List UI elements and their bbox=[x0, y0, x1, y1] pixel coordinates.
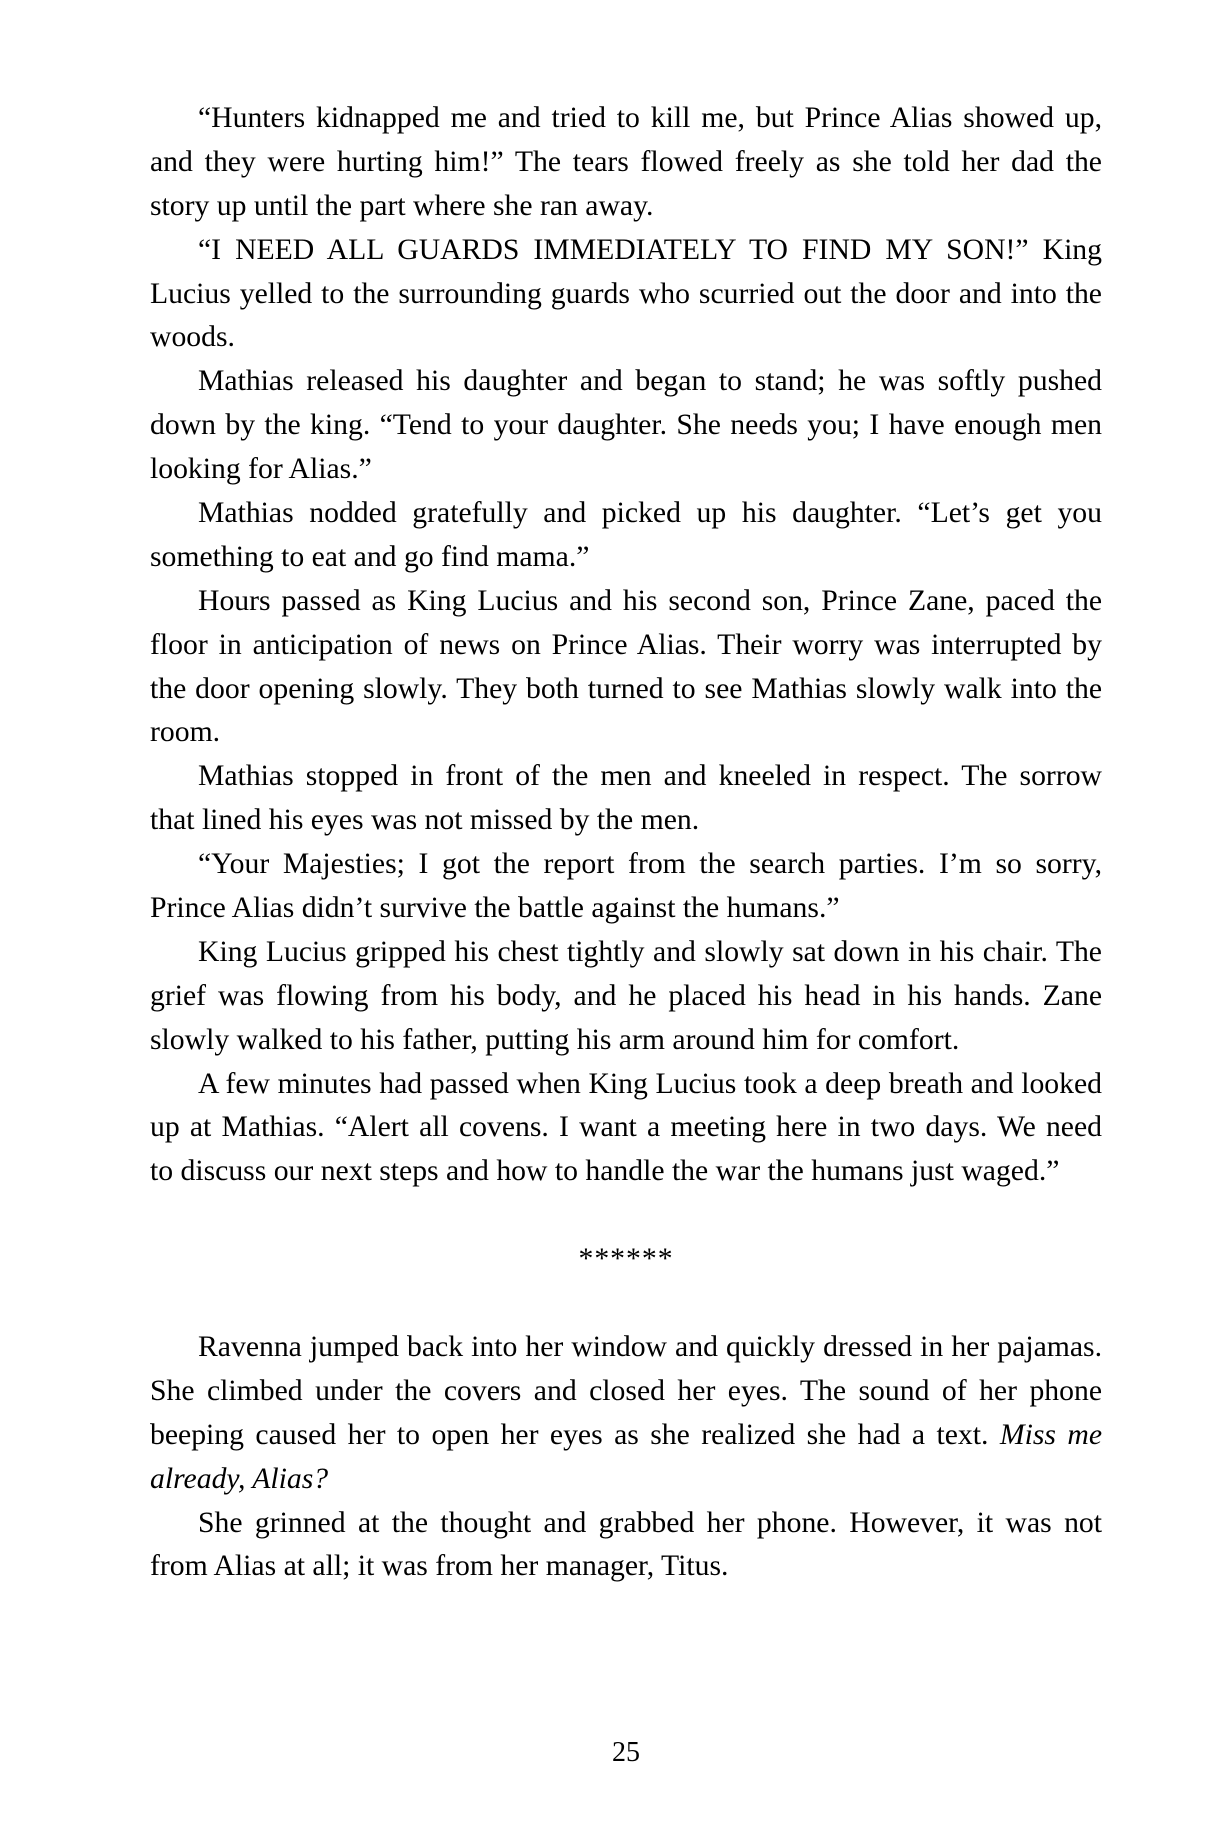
blank-line bbox=[150, 1282, 1102, 1326]
text-line: and they were hurting him!” The tears flowed freely as she told her dad the bbox=[150, 145, 1102, 178]
blank-line bbox=[150, 1194, 1102, 1238]
paragraph-your-majesties bbox=[150, 843, 1102, 931]
paragraph-hunters-kidnapped bbox=[150, 97, 1102, 229]
text-line: the door opening slowly. They both turned to see Mathias slowly walk into the bbox=[150, 672, 1102, 705]
italic-text-message: already, Alias? bbox=[150, 1462, 329, 1495]
text-line: woods. bbox=[150, 321, 235, 354]
text-line: room. bbox=[150, 716, 221, 749]
text-line: grief was flowing from his body, and he placed his head in his hands. Zane bbox=[150, 979, 1102, 1012]
text-line: King Lucius gripped his chest tightly and slowly sat down in his chair. The bbox=[198, 935, 1102, 968]
text-line: Ravenna jumped back into her window and quickly dressed in her pajamas. bbox=[198, 1330, 1102, 1363]
text-line: “Hunters kidnapped me and tried to kill me, but Prince Alias showed up, bbox=[198, 102, 1102, 134]
text-line-with-italic bbox=[150, 1414, 1102, 1458]
scene-break-separator: ****** bbox=[578, 1243, 674, 1276]
text-line: Mathias nodded gratefully and picked up his daughter. “Let’s get you bbox=[198, 497, 1102, 530]
text-line: She grinned at the thought and grabbed her phone. However, it was not bbox=[198, 1506, 1102, 1539]
text-line: story up until the part where she ran away. bbox=[150, 189, 654, 222]
text-line: slowly walked to his father, putting his arm around him for comfort. bbox=[150, 1023, 960, 1056]
text-line: that lined his eyes was not missed by the men. bbox=[150, 804, 700, 837]
text-line: to discuss our next steps and how to handle the war the humans just waged.” bbox=[150, 1155, 1060, 1188]
paragraph-ravenna-jumped bbox=[150, 1326, 1102, 1502]
text-line: “I NEED ALL GUARDS IMMEDIATELY TO FIND MY SON!” King bbox=[198, 233, 1102, 266]
text-line: floor in anticipation of news on Prince Alias. Their worry was interrupted by bbox=[150, 628, 1102, 661]
text-line bbox=[150, 1458, 1102, 1502]
paragraph-she-grinned bbox=[150, 1502, 1102, 1590]
text-line: Lucius yelled to the surrounding guards who scurried out the door and into the bbox=[150, 277, 1102, 310]
text-line: Mathias released his daughter and began to stand; he was softly pushed bbox=[198, 365, 1102, 398]
text-line: Prince Alias didn’t survive the battle against the humans.” bbox=[150, 892, 840, 925]
paragraph-mathias-stopped bbox=[150, 755, 1102, 843]
paragraph-hours-passed bbox=[150, 580, 1102, 756]
text-line: She climbed under the covers and closed her eyes. The sound of her phone bbox=[150, 1374, 1102, 1407]
paragraph-few-minutes bbox=[150, 1063, 1102, 1195]
text-line: something to eat and go find mama.” bbox=[150, 540, 590, 573]
page-body bbox=[150, 97, 1102, 1589]
page-number: 25 bbox=[612, 1737, 640, 1768]
paragraph-mathias-nodded bbox=[150, 492, 1102, 580]
paragraph-mathias-released bbox=[150, 360, 1102, 492]
text-line: up at Mathias. “Alert all covens. I want a meeting here in two days. We need bbox=[150, 1111, 1102, 1144]
text-segment: beeping caused her to open her eyes as she realized she had a text. bbox=[150, 1418, 989, 1451]
text-line: down by the king. “Tend to your daughter. She needs you; I have enough men bbox=[150, 409, 1102, 442]
text-line: Hours passed as King Lucius and his second son, Prince Zane, paced the bbox=[198, 584, 1102, 617]
paragraph-king-lucius-gripped bbox=[150, 931, 1102, 1063]
text-line: looking for Alias.” bbox=[150, 453, 372, 486]
paragraph-need-all-guards bbox=[150, 229, 1102, 361]
text-line: “Your Majesties; I got the report from the search parties. I’m so sorry, bbox=[198, 848, 1102, 881]
text-line: Mathias stopped in front of the men and kneeled in respect. The sorrow bbox=[198, 760, 1102, 793]
text-line: A few minutes had passed when King Lucius took a deep breath and looked bbox=[198, 1067, 1102, 1100]
text-line: from Alias at all; it was from her manager, Titus. bbox=[150, 1550, 729, 1583]
italic-text-message: Miss me bbox=[999, 1418, 1103, 1451]
